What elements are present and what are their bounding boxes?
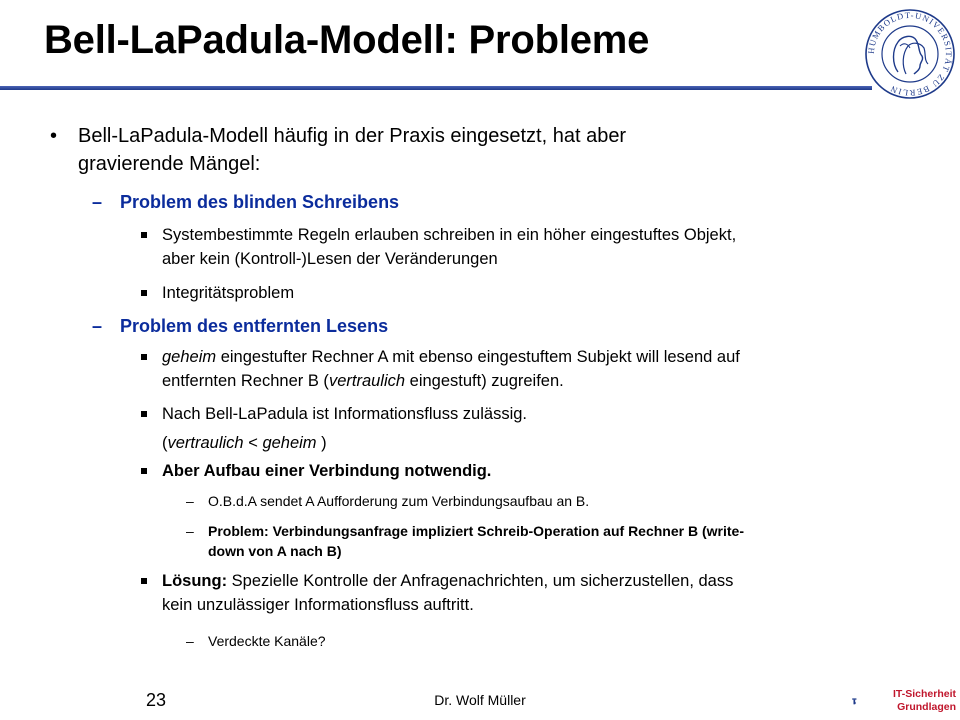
text-run: Spezielle Kontrolle der Anfragenachrichten, um sicherzustellen, dass	[227, 572, 734, 590]
square-bullet-icon	[141, 411, 147, 417]
problem1-item2: Integritätsproblem	[162, 284, 295, 302]
problem2-item4-line1	[162, 570, 733, 592]
page-number: 23	[146, 690, 167, 710]
problem1-item1-line2: aber kein (Kontroll-)Lesen der Veränderungen	[162, 250, 498, 268]
text-run: eingestufter Rechner A mit ebenso eingestuftem Subjekt will lesend auf	[216, 348, 740, 366]
brand-line2: Grundlagen	[897, 701, 956, 713]
italic-term: geheim	[262, 434, 317, 452]
bullet-dot: •	[50, 125, 58, 147]
intro-line1: Bell-LaPadula-Modell häufig in der Praxis eingesetzt, hat aber	[78, 125, 627, 147]
footer-author: Dr. Wolf Müller	[434, 692, 526, 708]
text-run: entfernten Rechner B (	[162, 372, 329, 390]
problem2-item1-line1	[162, 346, 740, 368]
dash-marker: –	[92, 192, 103, 212]
brand-line1: IT-Sicherheit	[892, 688, 956, 700]
square-bullet-icon	[141, 232, 147, 238]
italic-term: vertraulich	[167, 434, 244, 452]
dash-marker: –	[92, 316, 103, 336]
square-bullet-icon	[141, 578, 147, 584]
problem1-heading: Problem des blinden Schreibens	[120, 192, 400, 212]
problem2-heading: Problem des entfernten Lesens	[120, 316, 389, 336]
problem2-item1-line2	[162, 370, 564, 392]
problem2-item3: Aber Aufbau einer Verbindung notwendig.	[162, 462, 492, 480]
problem2-item4-line2: kein unzulässiger Informationsfluss auftritt.	[162, 596, 474, 614]
key-logo-icon	[852, 686, 874, 718]
square-bullet-icon	[141, 468, 147, 474]
problem2-item3-sub1: O.B.d.A sendet A Aufforderung zum Verbindungsaufbau an B.	[208, 493, 590, 509]
slide-title: Bell-LaPadula-Modell: Probleme	[44, 18, 650, 62]
italic-term: geheim	[162, 348, 217, 366]
problem2-item4-sub1: Verdeckte Kanäle?	[208, 633, 326, 649]
italic-term: vertraulich	[328, 372, 406, 390]
bold-term: Lösung:	[162, 572, 228, 590]
problem2-item3-sub2-line2: down von A nach B)	[208, 543, 342, 559]
problem1-item1-line1: Systembestimmte Regeln erlauben schreiben in ein höher eingestuftes Objekt,	[162, 226, 737, 244]
square-bullet-icon	[141, 290, 147, 296]
text-run: <	[243, 434, 263, 452]
text-run: (	[162, 434, 168, 452]
intro-line2: gravierende Mängel:	[78, 153, 261, 175]
brand-text	[893, 688, 956, 714]
dash-marker: –	[186, 523, 194, 539]
problem2-item2-note	[162, 432, 327, 454]
dash-marker: –	[186, 493, 194, 509]
seal-ring-text: HUMBOLDT-UNIVERSITÄT ZU BERLIN	[865, 9, 955, 99]
text-run: eingestuft) zugreifen.	[405, 372, 564, 390]
problem2-item3-sub2-line1: Problem: Verbindungsanfrage impliziert Schreib-Operation auf Rechner B (write-	[208, 523, 744, 539]
square-bullet-icon	[141, 354, 147, 360]
text-run: )	[316, 434, 327, 452]
problem2-item2: Nach Bell-LaPadula ist Informationsfluss zulässig.	[162, 405, 528, 423]
dash-marker: –	[186, 633, 194, 649]
